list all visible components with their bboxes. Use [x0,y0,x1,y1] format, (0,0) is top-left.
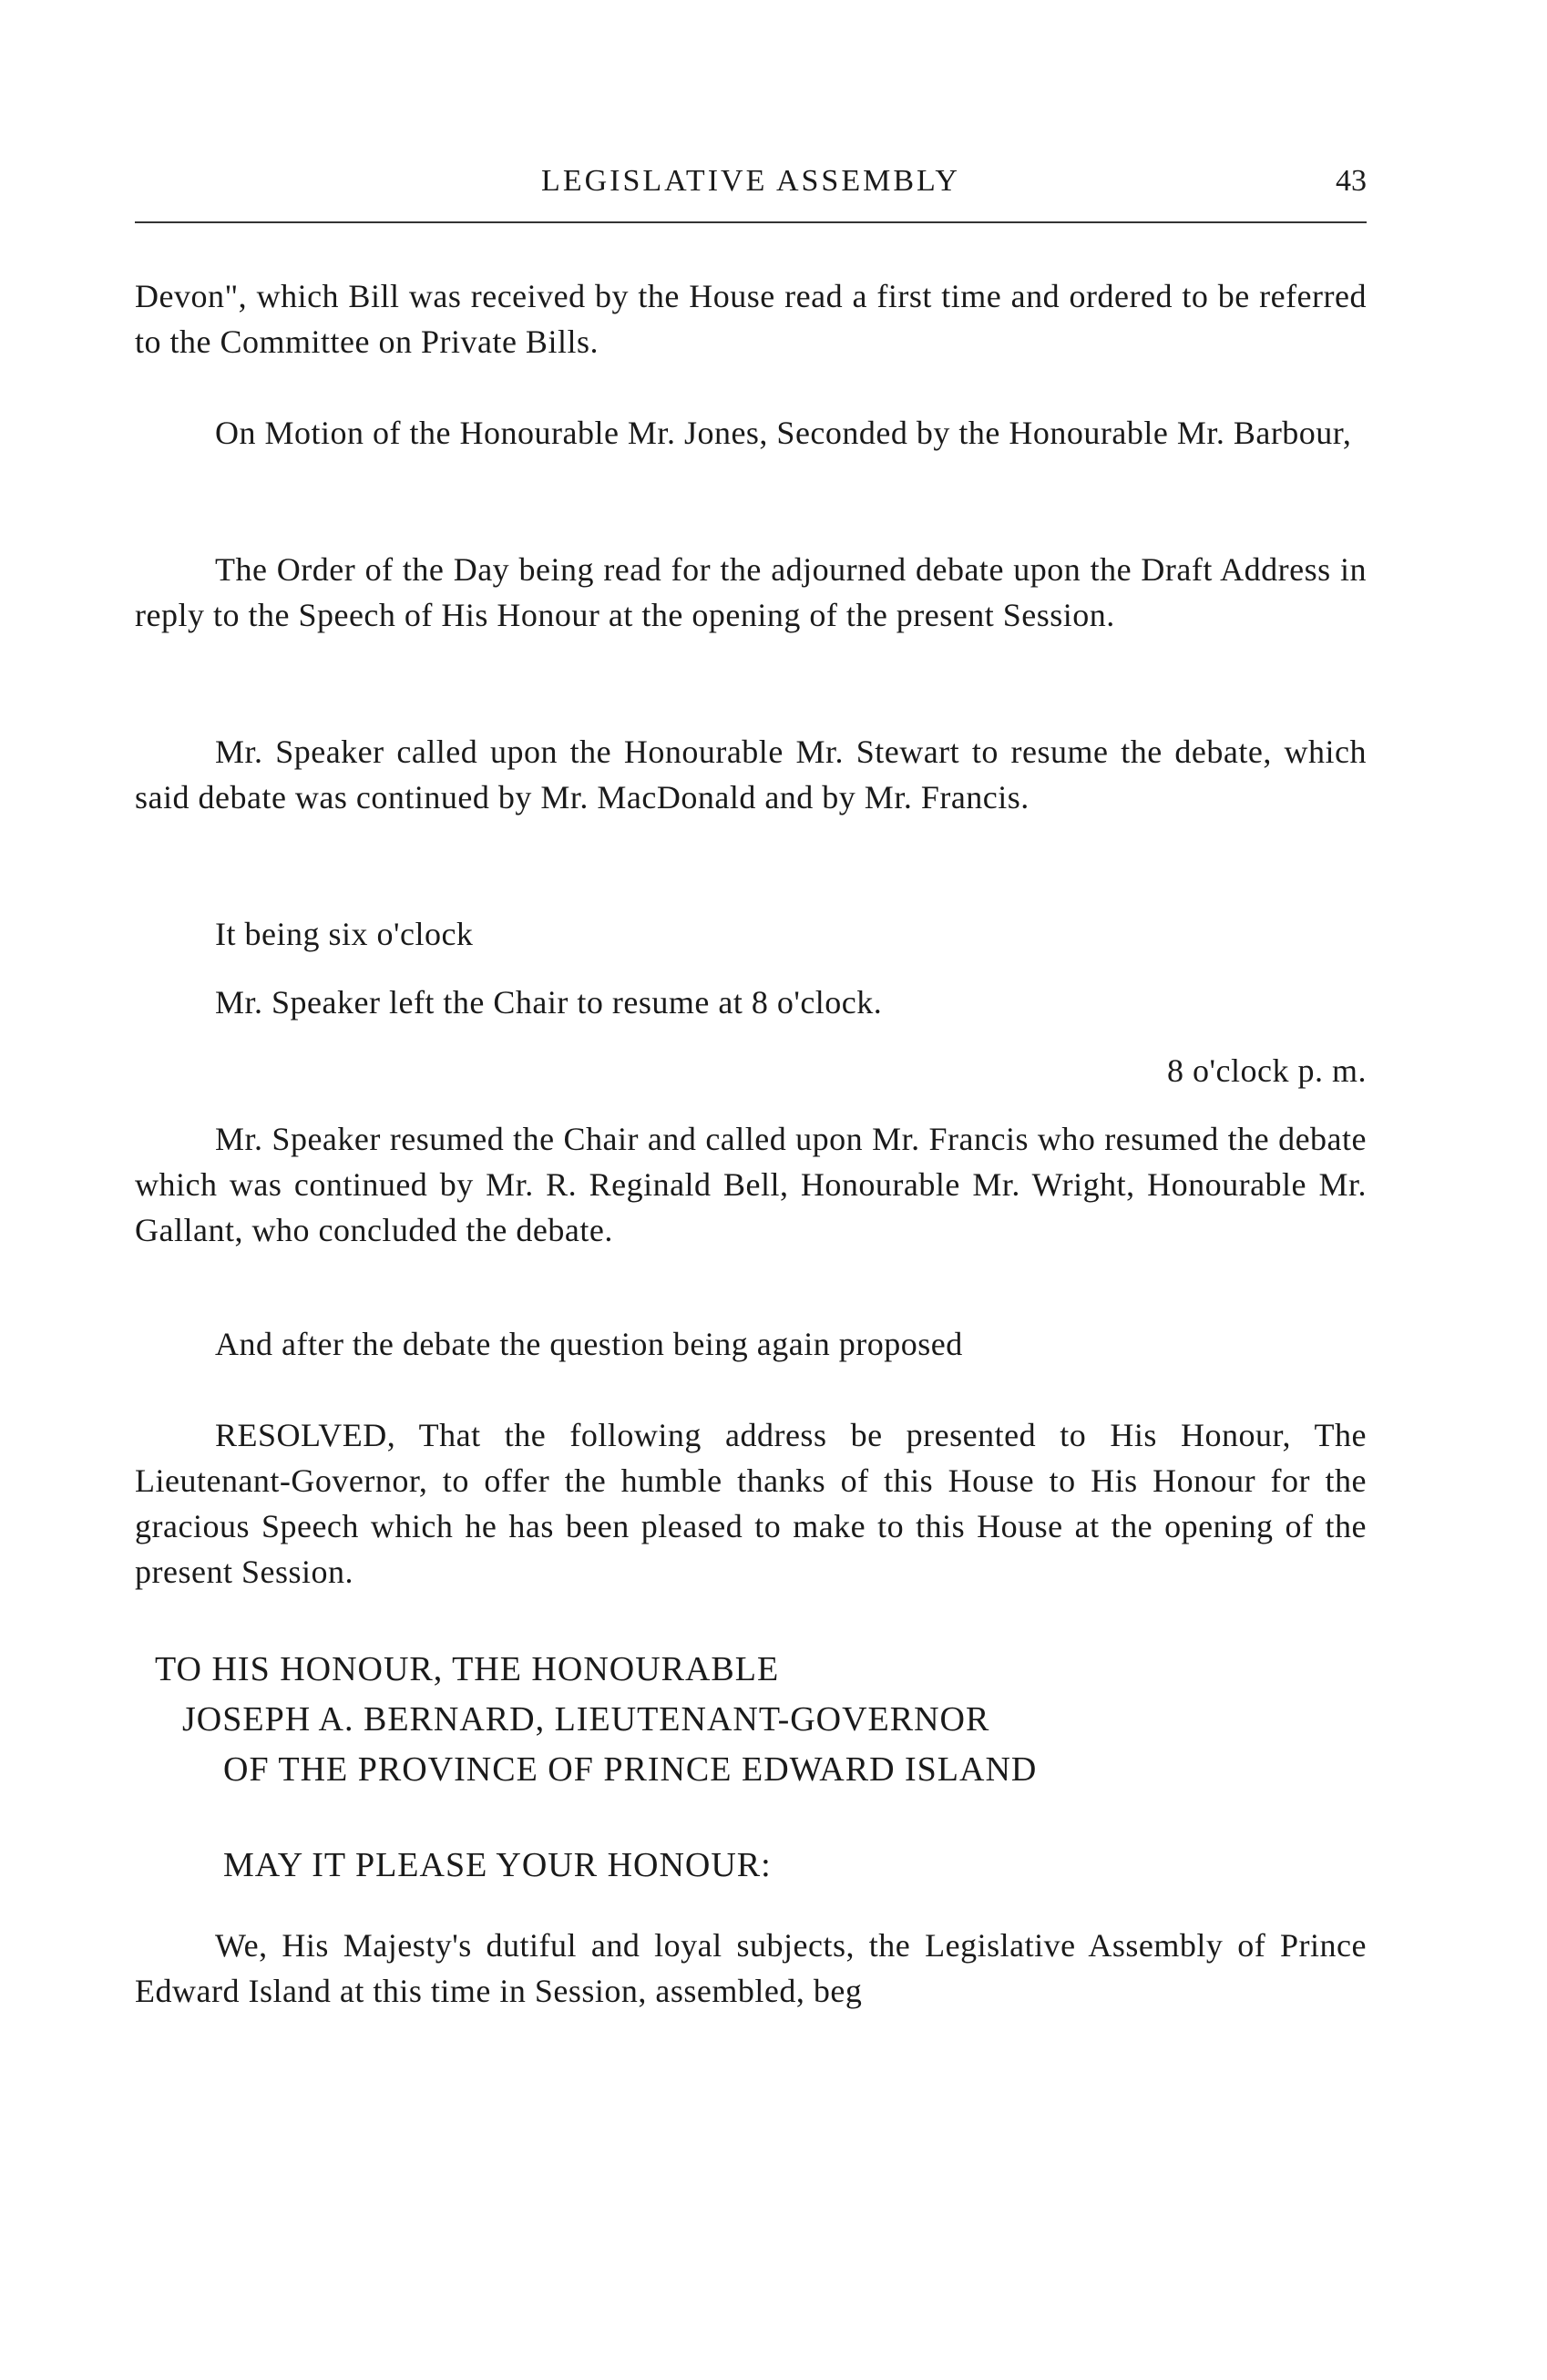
paragraph-resolved: RESOLVED, That the following address be presented to His Honour, The Lieutenant-Governor, to offer the humble thanks of this House to His Honour for the gracious Speech which he has been pleased to make to this House at the opening of the present Session. [135,1417,1367,1590]
paragraph-bill-referral: Devon", which Bill was received by the House read a first time and ordered to be referred to the Committee on Private Bills. [135,278,1367,360]
paragraph-speaker-resumed: Mr. Speaker resumed the Chair and called upon Mr. Francis who resumed the debate which was continued by Mr. R. Reginald Bell, Honourable Mr. Wright, Honourable Mr. Gallant, who concluded the debate. [135,1121,1367,1248]
page-header [135,164,1367,219]
time-marker: 8 o'clock p. m. [1167,1052,1367,1089]
address-line-1: TO HIS HONOUR, THE HONOURABLE [155,1650,780,1688]
header-rule [135,221,1367,223]
paragraph-order-of-day: The Order of the Day being read for the adjourned debate upon the Draft Address in reply to the Speech of His Honour at the opening of the present Session. [135,551,1367,633]
address-line-2: JOSEPH A. BERNARD, LIEUTENANT-GOVERNOR [182,1700,990,1739]
paragraph-motion: On Motion of the Honourable Mr. Jones, Seconded by the Honourable Mr. Barbour, [215,415,1352,451]
salutation: MAY IT PLEASE YOUR HONOUR: [223,1846,772,1884]
paragraph-address-body: We, His Majesty's dutiful and loyal subjects, the Legislative Assembly of Prince Edward Island at this time in Session, assembled, beg [135,1927,1367,2009]
page-number: 43 [1336,164,1367,198]
running-title: LEGISLATIVE ASSEMBLY [541,164,960,198]
paragraph-speaker-left: Mr. Speaker left the Chair to resume at 8 o'clock. [215,984,883,1021]
address-line-3: OF THE PROVINCE OF PRINCE EDWARD ISLAND [223,1750,1038,1789]
paragraph-six-oclock: It being six o'clock [215,916,474,952]
paragraph-question-proposed: And after the debate the question being again proposed [215,1326,963,1362]
paragraph-speaker-called: Mr. Speaker called upon the Honourable Mr. Stewart to resume the debate, which said debate was continued by Mr. MacDonald and by Mr. Francis. [135,733,1367,816]
